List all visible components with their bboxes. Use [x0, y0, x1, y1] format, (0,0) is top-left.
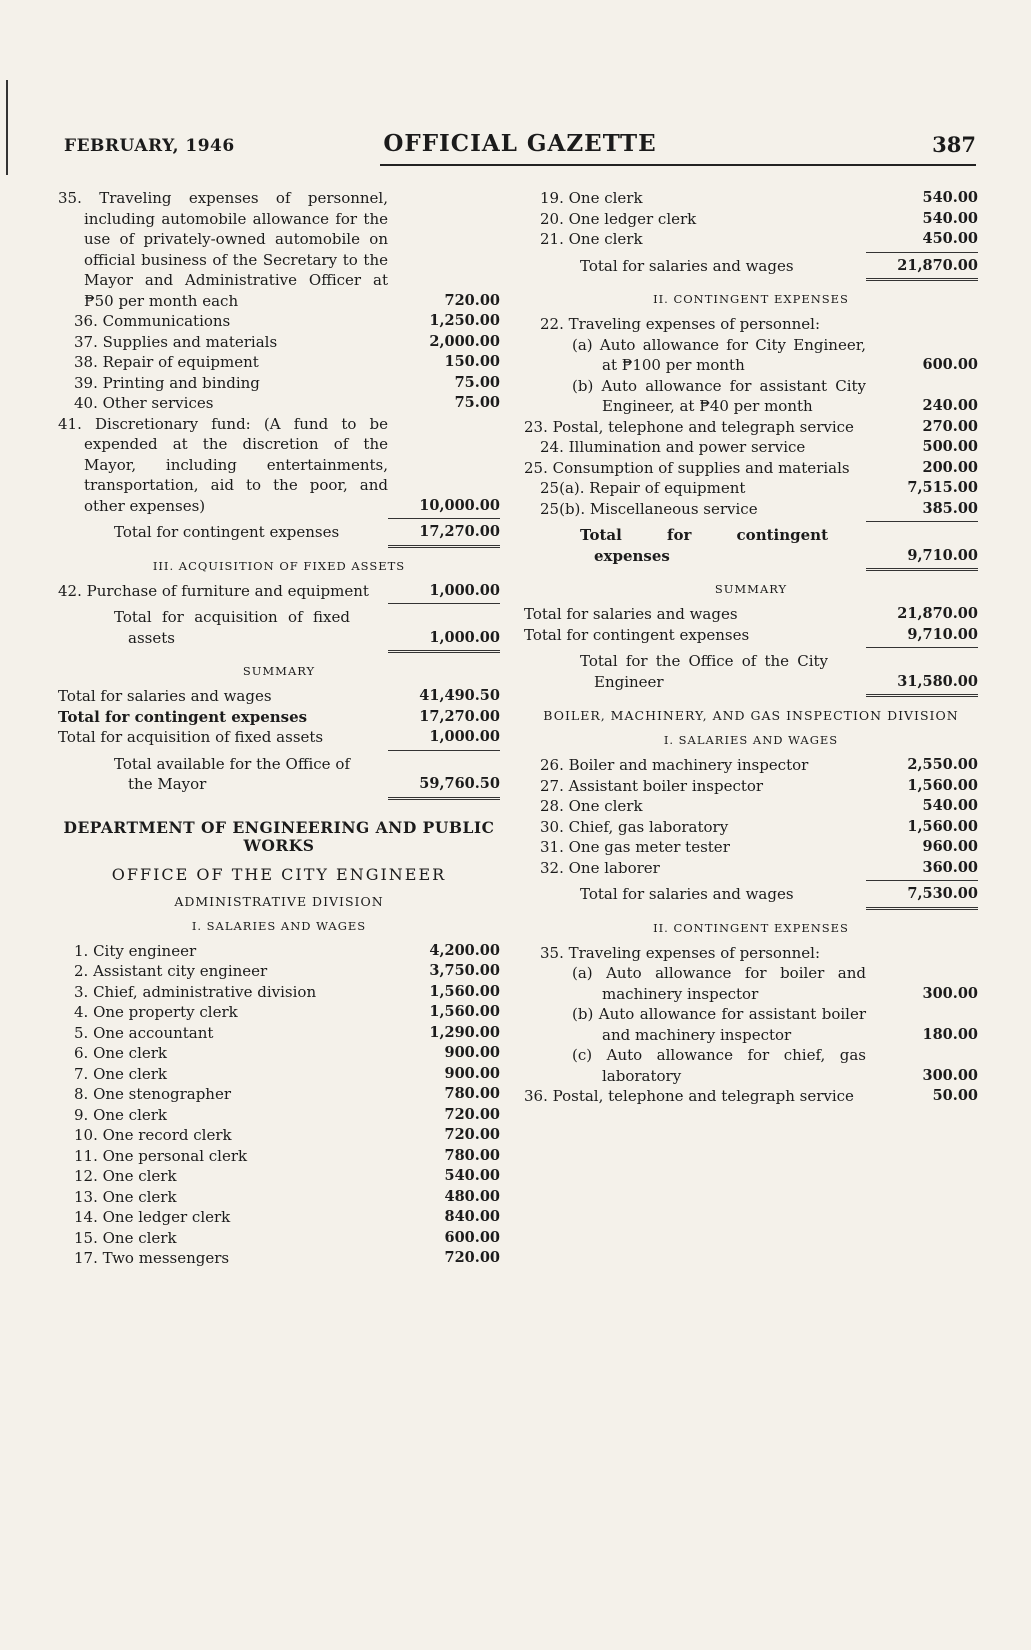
item-amount: 540.00 [922, 209, 978, 227]
summary-amount: 9,710.00 [907, 625, 978, 643]
item-label: 7. One clerk [74, 1064, 168, 1083]
item-amount: 4,200.00 [429, 941, 500, 959]
publication-title: OFFICIAL GAZETTE [383, 130, 657, 157]
section-heading: I. SALARIES AND WAGES [663, 733, 839, 747]
salary-item [524, 817, 978, 838]
item-amount: 900.00 [444, 1044, 500, 1061]
item-amount: 300.00 [922, 984, 978, 1002]
summary-label: Total for salaries and wages [524, 605, 738, 623]
item-amount: 1,000.00 [429, 581, 500, 599]
budget-item [58, 373, 500, 394]
budget-item [524, 458, 978, 479]
item-label: 37. Supplies and materials [74, 332, 278, 351]
item-label: 38. Repair of equipment [74, 353, 259, 371]
total-row [58, 607, 500, 648]
item-amount: 180.00 [922, 1025, 978, 1043]
total-rule [58, 648, 500, 654]
budget-subitem [524, 1045, 978, 1086]
budget-item [58, 581, 500, 602]
budget-subitem [524, 1004, 978, 1045]
item-label: (a) Auto allowance for boiler and machinery inspector [572, 964, 866, 1003]
salary-item [58, 1146, 500, 1167]
budget-item [58, 311, 500, 332]
budget-item [524, 1086, 978, 1107]
item-amount: 540.00 [922, 797, 978, 814]
budget-item [524, 478, 978, 499]
summary-amount: 1,000.00 [429, 728, 500, 745]
item-label: 17. Two messengers [74, 1249, 230, 1267]
division-heading: BOILER, MACHINERY, AND GAS INSPECTION DIVISION [543, 708, 959, 723]
salary-item [58, 1248, 500, 1269]
budget-item [524, 437, 978, 458]
budget-item [524, 499, 978, 520]
item-amount: 780.00 [444, 1085, 500, 1102]
total-row [524, 651, 978, 692]
item-amount: 720.00 [444, 291, 500, 309]
item-label: 22. Traveling expenses of personnel: [540, 315, 821, 333]
item-amount: 75.00 [454, 394, 500, 411]
header-rule [380, 164, 976, 166]
item-label: 9. One clerk [74, 1105, 168, 1124]
item-label: 41. Discretionary fund: (A fund to be expended at the discretion of the Mayor, including entertainments, transportation, aid to the poor, and other expenses) [58, 414, 388, 515]
item-amount: 720.00 [444, 1105, 500, 1123]
item-amount: 270.00 [922, 417, 978, 435]
item-amount: 720.00 [444, 1126, 500, 1143]
salary-item [58, 1166, 500, 1187]
budget-subitem [524, 335, 978, 376]
item-label: 36. Communications [74, 312, 231, 330]
item-label: 23. Postal, telephone and telegraph service [524, 417, 854, 436]
total-amount: 17,270.00 [419, 523, 500, 540]
item-amount: 2,000.00 [429, 332, 500, 350]
item-label: (b) Auto allowance for assistant boiler and machinery inspector [572, 1005, 866, 1044]
total-label: Total for contingent expenses [580, 526, 828, 565]
total-amount: 59,760.50 [419, 775, 500, 792]
total-amount: 9,710.00 [907, 546, 978, 564]
budget-item [58, 414, 500, 517]
item-amount: 385.00 [922, 499, 978, 517]
item-amount: 1,560.00 [907, 776, 978, 794]
item-label: 26. Boiler and machinery inspector [540, 756, 809, 774]
item-amount: 1,560.00 [429, 982, 500, 1000]
total-label: Total for contingent expenses [114, 523, 340, 541]
item-amount: 1,560.00 [429, 1003, 500, 1020]
salary-item [58, 1105, 500, 1126]
salary-item [524, 837, 978, 858]
total-row [524, 525, 978, 566]
item-amount: 200.00 [922, 458, 978, 476]
salary-item [58, 1125, 500, 1146]
summary-row [58, 727, 500, 748]
item-label: 25. Consumption of supplies and materials [524, 458, 850, 477]
item-amount: 7,515.00 [907, 479, 978, 496]
summary-row [524, 625, 978, 646]
item-label: 28. One clerk [540, 797, 643, 815]
budget-item [524, 314, 978, 335]
salary-item [524, 755, 978, 776]
budget-item [58, 393, 500, 414]
total-amount: 31,580.00 [897, 672, 978, 690]
page-binding-edge [6, 80, 8, 175]
item-label: 13. One clerk [74, 1187, 177, 1206]
item-amount: 500.00 [922, 438, 978, 455]
item-label: 36. Postal, telephone and telegraph service [524, 1087, 854, 1105]
item-label: 40. Other services [74, 394, 214, 412]
salary-item [58, 941, 500, 962]
item-label: 24. Illumination and power service [540, 438, 806, 456]
item-label: 4. One property clerk [74, 1003, 238, 1021]
summary-amount: 17,270.00 [419, 707, 500, 725]
department-heading: DEPARTMENT OF ENGINEERING AND PUBLIC WORKS [63, 817, 495, 855]
item-amount: 720.00 [444, 1249, 500, 1266]
item-label: (c) Auto allowance for chief, gas laboratory [572, 1046, 866, 1085]
budget-subitem [524, 376, 978, 417]
item-amount: 300.00 [922, 1066, 978, 1084]
total-row [524, 256, 978, 277]
item-amount: 1,560.00 [907, 817, 978, 835]
item-label: 31. One gas meter tester [540, 838, 730, 856]
total-rule [58, 543, 500, 549]
total-row [524, 884, 978, 905]
item-label: 21. One clerk [540, 230, 643, 248]
item-amount: 150.00 [444, 353, 500, 370]
section-heading: I. SALARIES AND WAGES [191, 918, 367, 933]
section-heading: III. ACQUISITION OF FIXED ASSETS [152, 558, 406, 573]
item-label: 30. Chief, gas laboratory [540, 817, 729, 836]
item-amount: 960.00 [922, 838, 978, 855]
header-date: FEBRUARY, 1946 [64, 136, 235, 156]
salary-item [524, 858, 978, 879]
item-amount: 600.00 [922, 356, 978, 373]
total-rule [524, 692, 978, 698]
salary-item [58, 1023, 500, 1044]
budget-item [58, 352, 500, 373]
page-number: 387 [932, 132, 976, 157]
item-label: 14. One ledger clerk [74, 1208, 231, 1226]
salary-item [58, 1207, 500, 1228]
total-label: Total for acquisition of fixed assets [114, 608, 350, 647]
section-heading: II. CONTINGENT EXPENSES [653, 920, 849, 935]
summary-row [58, 707, 500, 728]
item-amount: 840.00 [444, 1208, 500, 1225]
item-amount: 600.00 [444, 1228, 500, 1246]
salary-item [58, 982, 500, 1003]
division-heading: ADMINISTRATIVE DIVISION [174, 893, 384, 909]
total-label: Total available for the Office of the Mayor [114, 754, 350, 793]
left-column [58, 188, 500, 1269]
total-label: Total for the Office of the City Engineer [580, 652, 828, 691]
summary-amount: 41,490.50 [419, 687, 500, 704]
item-amount: 50.00 [932, 1087, 978, 1104]
item-amount: 2,550.00 [907, 756, 978, 773]
item-amount: 540.00 [444, 1167, 500, 1184]
item-label: 25(b). Miscellaneous service [540, 499, 758, 518]
total-row [58, 754, 500, 795]
item-amount: 900.00 [444, 1064, 500, 1082]
salary-item [58, 1002, 500, 1023]
summary-row [58, 686, 500, 707]
total-amount: 7,530.00 [907, 885, 978, 902]
budget-item [524, 943, 978, 964]
total-rule [524, 276, 978, 282]
total-label: Total for salaries and wages [580, 885, 794, 903]
salary-item [58, 1064, 500, 1085]
summary-heading: SUMMARY [242, 664, 316, 678]
item-label: 35. Traveling expenses of personnel, including automobile allowance for the use of privately-owned automobile on official business of the Secretary to the Mayor and Administrative Officer at ₱50 per month each [58, 189, 388, 310]
total-rule [524, 566, 978, 572]
item-label: 19. One clerk [540, 189, 643, 207]
salary-item [58, 1187, 500, 1208]
budget-item [524, 417, 978, 438]
summary-label: Total for contingent expenses [58, 707, 308, 726]
item-amount: 75.00 [454, 373, 500, 391]
summary-amount: 21,870.00 [897, 605, 978, 622]
item-amount: 480.00 [444, 1187, 500, 1205]
item-amount: 540.00 [922, 189, 978, 206]
item-label: 10. One record clerk [74, 1126, 232, 1144]
item-label: 6. One clerk [74, 1044, 168, 1062]
item-label: 42. Purchase of furniture and equipment [58, 581, 369, 600]
item-label: 25(a). Repair of equipment [540, 479, 746, 497]
item-label: 32. One laborer [540, 858, 660, 877]
total-rule [58, 795, 500, 801]
salary-item [524, 776, 978, 797]
total-amount: 21,870.00 [897, 256, 978, 274]
summary-label: Total for acquisition of fixed assets [58, 728, 324, 746]
item-label: 27. Assistant boiler inspector [540, 776, 764, 795]
item-label: 2. Assistant city engineer [74, 962, 268, 980]
salary-item [58, 961, 500, 982]
budget-item [58, 188, 500, 311]
total-rule [524, 905, 978, 911]
item-label: (a) Auto allowance for City Engineer, at ₱100 per month [572, 335, 866, 374]
office-heading: OFFICE OF THE CITY ENGINEER [111, 864, 447, 884]
item-label: 35. Traveling expenses of personnel: [540, 943, 821, 962]
salary-item [58, 1084, 500, 1105]
item-amount: 450.00 [922, 230, 978, 247]
total-amount: 1,000.00 [429, 628, 500, 646]
item-amount: 780.00 [444, 1146, 500, 1164]
summary-heading: SUMMARY [714, 582, 788, 596]
item-label: 11. One personal clerk [74, 1146, 248, 1165]
section-heading: II. CONTINGENT EXPENSES [653, 292, 849, 306]
right-column [524, 188, 978, 1107]
summary-row [524, 604, 978, 625]
salary-item [58, 1228, 500, 1249]
item-amount: 240.00 [922, 397, 978, 414]
item-label: 1. City engineer [74, 941, 197, 960]
item-label: (b) Auto allowance for assistant City Engineer, at ₱40 per month [572, 376, 866, 415]
salary-item [58, 1043, 500, 1064]
item-label: 5. One accountant [74, 1023, 214, 1042]
item-label: 15. One clerk [74, 1228, 177, 1247]
item-label: 3. Chief, administrative division [74, 982, 317, 1001]
page-header [64, 130, 976, 160]
summary-label: Total for salaries and wages [58, 687, 272, 705]
salary-item [524, 229, 978, 250]
item-amount: 3,750.00 [429, 962, 500, 979]
total-label: Total for salaries and wages [580, 256, 794, 275]
item-label: 20. One ledger clerk [540, 209, 697, 228]
salary-item [524, 209, 978, 230]
item-label: 8. One stenographer [74, 1085, 232, 1103]
item-label: 39. Printing and binding [74, 373, 260, 392]
budget-subitem [524, 963, 978, 1004]
item-amount: 10,000.00 [419, 496, 500, 514]
salary-item [524, 796, 978, 817]
salary-item [524, 188, 978, 209]
item-label: 12. One clerk [74, 1167, 177, 1185]
item-amount: 1,250.00 [429, 312, 500, 329]
total-row [58, 522, 500, 543]
item-amount: 360.00 [922, 858, 978, 876]
item-amount: 1,290.00 [429, 1023, 500, 1041]
budget-item [58, 332, 500, 353]
summary-label: Total for contingent expenses [524, 625, 750, 644]
